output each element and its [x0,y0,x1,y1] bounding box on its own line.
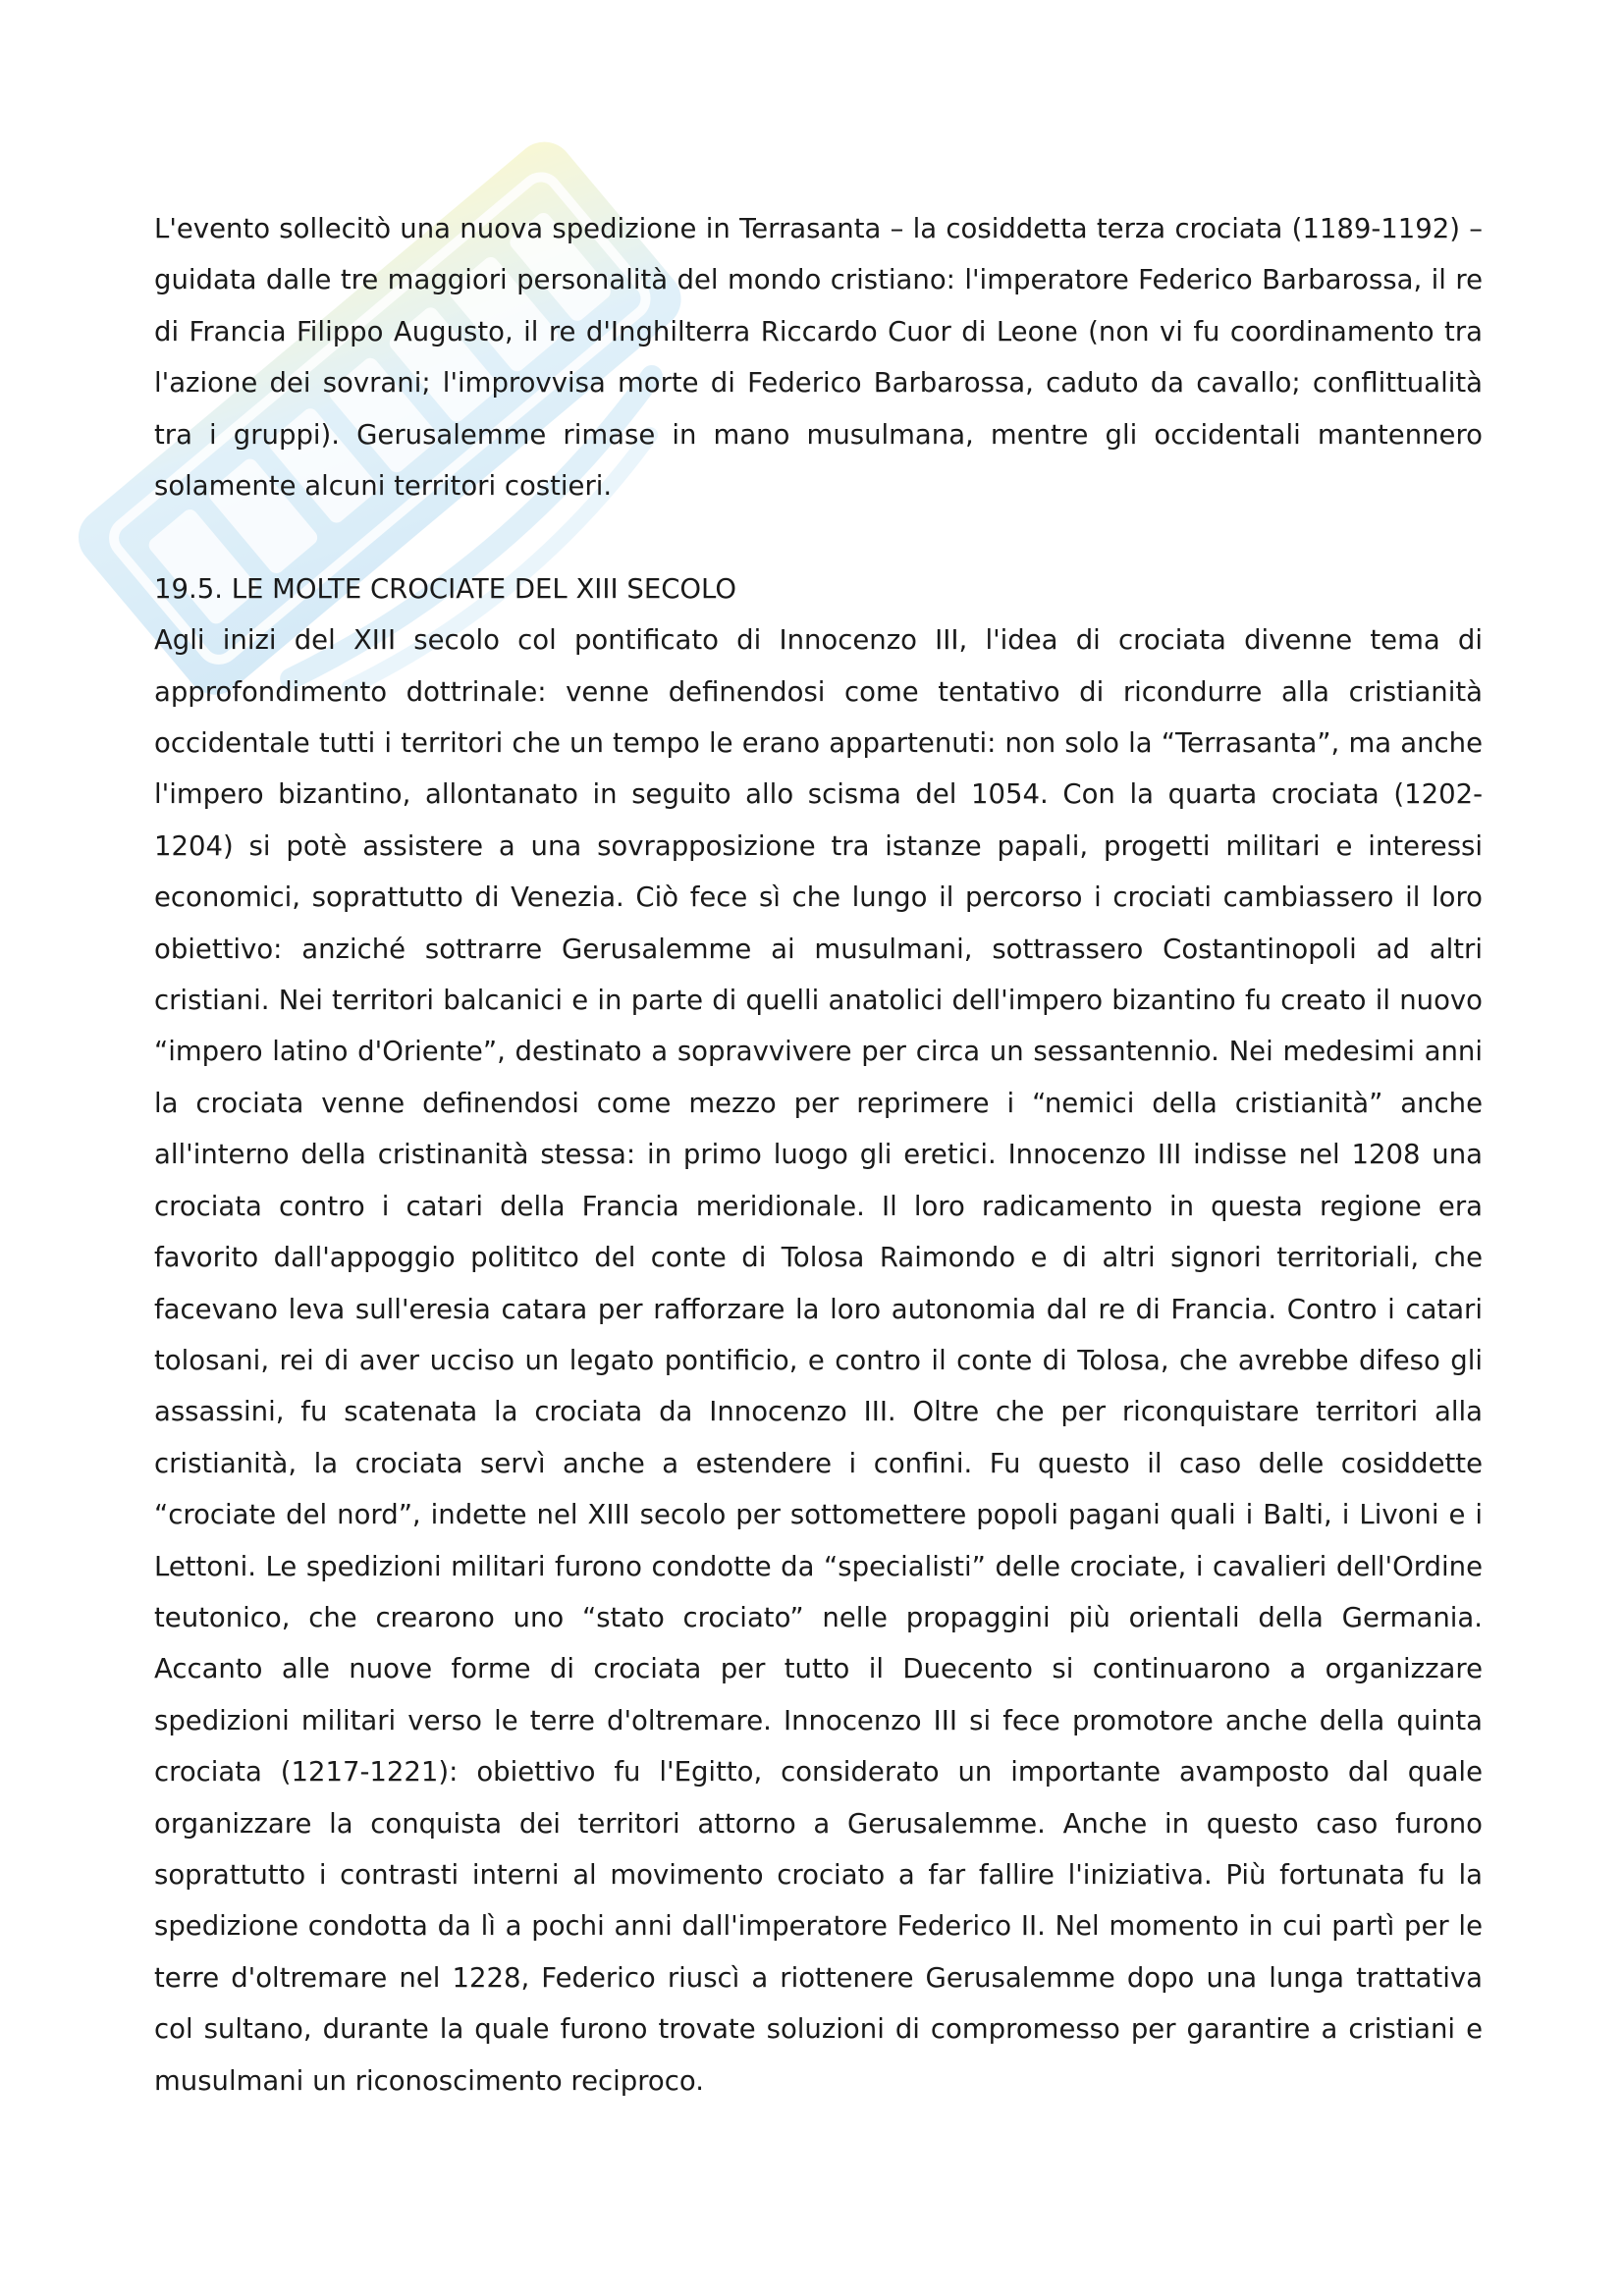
section-body-text: Agli inizi del XIII secolo col pontificato di Innocenzo III, l'idea di crociata divenne tema di approfondimento dottrinale: venne definendosi come tentativo di ricondurre alla cristianità occidentale tutti i territori che un tempo le erano appartenuti: non solo la “Terrasanta”, ma anche l'impero bizantino, allontanato in seguito allo scisma del 1054. Con la quarta crociata (1202-1204) si potè assistere a una sovrapposizione tra istanze papali, progetti militari e interessi economici, soprattutto di Venezia. Ciò fece sì che lungo il percorso i crociati cambiassero il loro obiettivo: anziché sottrarre Gerusalemme ai musulmani, sottrassero Costantinopoli ad altri cristiani. Nei territori balcanici e in parte di quelli anatolici dell'impero bizantino fu creato il nuovo “impero latino d'Oriente”, destinato a sopravvivere per circa un sessantennio. Nei medesimi anni la crociata venne definendosi come mezzo per reprimere i “nemici della cristianità” anche all'interno della cristinanità stessa: in primo luogo gli eretici. Innocenzo III indisse nel 1208 una crociata contro i catari della Francia meridionale. Il loro radicamento in questa regione era favorito dall'appoggio polititco del conte di Tolosa Raimondo e di altri signori territoriali, che facevano leva sull'eresia catara per rafforzare la loro autonomia dal re di Francia. Contro i catari tolosani, rei di aver ucciso un legato pontificio, e contro il conte di Tolosa, che avrebbe difeso gli assassini, fu scatenata la crociata da Innocenzo III. Oltre che per riconquistare territori alla cristianità, la crociata servì anche a estendere i confini. Fu questo il caso delle cosiddette “crociate del nord”, indette nel XIII secolo per sottomettere popoli pagani quali i Balti, i Livoni e i Lettoni. Le spedizioni militari furono condotte da “specialisti” delle crociate, i cavalieri dell'Ordine teutonico, che crearono uno “stato crociato” nelle propaggini più orientali della Germania. Accanto alle nuove forme di crociata per tutto il Duecento si continuarono a organizzare spedizioni militari verso le terre d'oltremare. Innocenzo III si fece promotore anche della quinta crociata (1217-1221): obiettivo fu l'Egitto, considerato un importante avamposto dal quale organizzare la conquista dei territori attorno a Gerusalemme. Anche in questo caso furono soprattutto i contrasti interni al movimento crociato a far fallire l'iniziativa. Più fortunata fu la spedizione condotta da lì a pochi anni dall'imperatore Federico II. Nel momento in cui partì per le terre d'oltremare nel 1228, Federico riuscì a riottenere Gerusalemme dopo una lunga trattativa col sultano, durante la quale furono trovate soluzioni di compromesso per garantire a cristiani e musulmani un riconoscimento reciproco. [154,624,1483,2097]
paragraph-terza-crociata: L'evento sollecitò una nuova spedizione in Terrasanta – la cosiddetta terza crociata (1189-1192) – guidata dalle tre maggiori personalità del mondo cristiano: l'imperatore Federico Barbarossa, il re di Francia Filippo Augusto, il re d'Inghilterra Riccardo Cuor di Leone (non vi fu coordinamento tra l'azione dei sovrani; l'improvvisa morte di Federico Barbarossa, caduto da cavallo; conflittualità tra i gruppi). Gerusalemme rimase in mano musulmana, mentre gli occidentali mantennero solamente alcuni territori costieri. [154,213,1483,503]
document-body [154,203,1483,2107]
section-heading: 19.5. LE MOLTE CROCIATE DEL XIII SECOLO [154,572,737,605]
paragraph-spacer [154,511,1483,562]
